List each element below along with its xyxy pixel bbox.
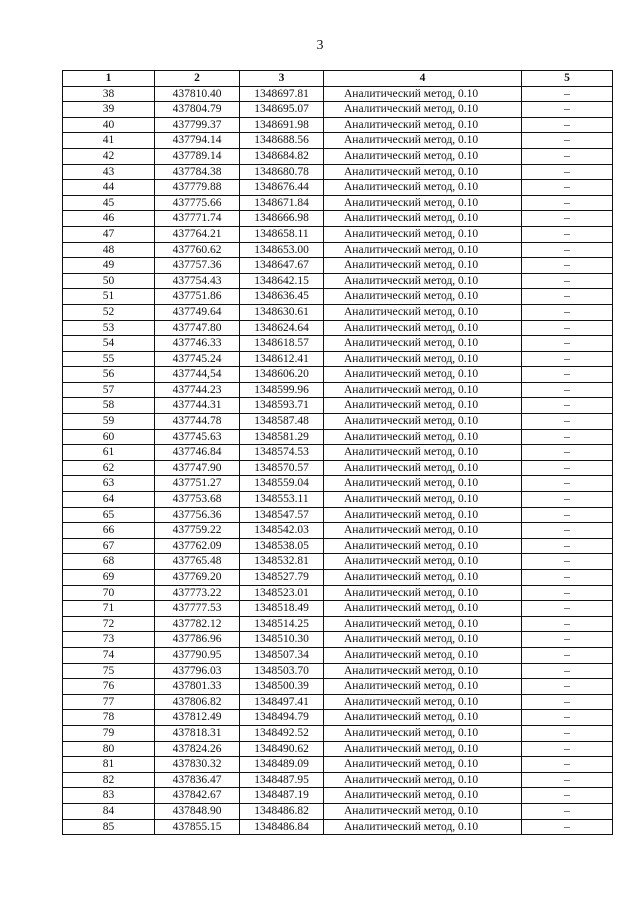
method-cell: Аналитический метод, 0.10 (324, 180, 522, 196)
point-number-cell: 83 (63, 788, 155, 804)
note-cell: – (522, 320, 613, 336)
point-number-cell: 75 (63, 663, 155, 679)
method-cell: Аналитический метод, 0.10 (324, 429, 522, 445)
note-cell: – (522, 663, 613, 679)
table-row (63, 476, 613, 492)
x-coordinate-cell: 437796.03 (155, 663, 240, 679)
table-row (63, 585, 613, 601)
table-row (63, 445, 613, 461)
note-cell: – (522, 647, 613, 663)
method-cell: Аналитический метод, 0.10 (324, 117, 522, 133)
x-coordinate-cell: 437818.31 (155, 725, 240, 741)
table-row (63, 492, 613, 508)
note-cell: – (522, 429, 613, 445)
point-number-cell: 68 (63, 554, 155, 570)
note-cell: – (522, 507, 613, 523)
y-coordinate-cell: 1348624.64 (240, 320, 324, 336)
table-row (63, 289, 613, 305)
table-row (63, 757, 613, 773)
x-coordinate-cell: 437754.43 (155, 273, 240, 289)
point-number-cell: 55 (63, 351, 155, 367)
point-number-cell: 82 (63, 772, 155, 788)
y-coordinate-cell: 1348489.09 (240, 757, 324, 773)
method-cell: Аналитический метод, 0.10 (324, 679, 522, 695)
table-row (63, 710, 613, 726)
note-cell: – (522, 538, 613, 554)
table-row (63, 538, 613, 554)
note-cell: – (522, 211, 613, 227)
table-row (63, 616, 613, 632)
x-coordinate-cell: 437812.49 (155, 710, 240, 726)
y-coordinate-cell: 1348532.81 (240, 554, 324, 570)
y-coordinate-cell: 1348636.45 (240, 289, 324, 305)
note-cell: – (522, 148, 613, 164)
x-coordinate-cell: 437744,54 (155, 367, 240, 383)
point-number-cell: 78 (63, 710, 155, 726)
table-body (63, 86, 613, 835)
note-cell: – (522, 772, 613, 788)
table-row (63, 507, 613, 523)
x-coordinate-cell: 437769.20 (155, 570, 240, 586)
x-coordinate-cell: 437784.38 (155, 164, 240, 180)
method-cell: Аналитический метод, 0.10 (324, 289, 522, 305)
method-cell: Аналитический метод, 0.10 (324, 616, 522, 632)
method-cell: Аналитический метод, 0.10 (324, 195, 522, 211)
note-cell: – (522, 289, 613, 305)
y-coordinate-cell: 1348587.48 (240, 414, 324, 430)
y-coordinate-cell: 1348507.34 (240, 647, 324, 663)
point-number-cell: 56 (63, 367, 155, 383)
point-number-cell: 42 (63, 148, 155, 164)
y-coordinate-cell: 1348518.49 (240, 601, 324, 617)
y-coordinate-cell: 1348523.01 (240, 585, 324, 601)
method-cell: Аналитический метод, 0.10 (324, 570, 522, 586)
y-coordinate-cell: 1348676.44 (240, 180, 324, 196)
point-number-cell: 53 (63, 320, 155, 336)
method-cell: Аналитический метод, 0.10 (324, 320, 522, 336)
point-number-cell: 64 (63, 492, 155, 508)
point-number-cell: 79 (63, 725, 155, 741)
note-cell: – (522, 367, 613, 383)
x-coordinate-cell: 437789.14 (155, 148, 240, 164)
y-coordinate-cell: 1348653.00 (240, 242, 324, 258)
x-coordinate-cell: 437836.47 (155, 772, 240, 788)
x-coordinate-cell: 437751.86 (155, 289, 240, 305)
note-cell: – (522, 164, 613, 180)
x-coordinate-cell: 437806.82 (155, 694, 240, 710)
table-row (63, 304, 613, 320)
x-coordinate-cell: 437744.23 (155, 382, 240, 398)
x-coordinate-cell: 437744.78 (155, 414, 240, 430)
x-coordinate-cell: 437801.33 (155, 679, 240, 695)
point-number-cell: 54 (63, 336, 155, 352)
y-coordinate-cell: 1348697.81 (240, 86, 324, 102)
note-cell: – (522, 803, 613, 819)
column-header: 3 (240, 71, 324, 87)
x-coordinate-cell: 437848.90 (155, 803, 240, 819)
x-coordinate-cell: 437757.36 (155, 258, 240, 274)
note-cell: – (522, 679, 613, 695)
note-cell: – (522, 554, 613, 570)
note-cell: – (522, 476, 613, 492)
table-row (63, 226, 613, 242)
method-cell: Аналитический метод, 0.10 (324, 757, 522, 773)
note-cell: – (522, 86, 613, 102)
x-coordinate-cell: 437756.36 (155, 507, 240, 523)
point-number-cell: 41 (63, 133, 155, 149)
method-cell: Аналитический метод, 0.10 (324, 803, 522, 819)
x-coordinate-cell: 437777.53 (155, 601, 240, 617)
x-coordinate-cell: 437751.27 (155, 476, 240, 492)
method-cell: Аналитический метод, 0.10 (324, 242, 522, 258)
method-cell: Аналитический метод, 0.10 (324, 351, 522, 367)
point-number-cell: 70 (63, 585, 155, 601)
x-coordinate-cell: 437764.21 (155, 226, 240, 242)
table-row (63, 414, 613, 430)
y-coordinate-cell: 1348630.61 (240, 304, 324, 320)
table-row (63, 367, 613, 383)
x-coordinate-cell: 437747.90 (155, 460, 240, 476)
table-row (63, 320, 613, 336)
column-header: 5 (522, 71, 613, 87)
y-coordinate-cell: 1348574.53 (240, 445, 324, 461)
note-cell: – (522, 757, 613, 773)
point-number-cell: 38 (63, 86, 155, 102)
point-number-cell: 62 (63, 460, 155, 476)
table-row (63, 258, 613, 274)
point-number-cell: 48 (63, 242, 155, 258)
y-coordinate-cell: 1348510.30 (240, 632, 324, 648)
method-cell: Аналитический метод, 0.10 (324, 211, 522, 227)
point-number-cell: 67 (63, 538, 155, 554)
point-number-cell: 76 (63, 679, 155, 695)
point-number-cell: 46 (63, 211, 155, 227)
column-header: 1 (63, 71, 155, 87)
table-row (63, 788, 613, 804)
table-row (63, 102, 613, 118)
table-header-row (63, 71, 613, 87)
method-cell: Аналитический метод, 0.10 (324, 148, 522, 164)
y-coordinate-cell: 1348647.67 (240, 258, 324, 274)
table-row (63, 398, 613, 414)
x-coordinate-cell: 437855.15 (155, 819, 240, 835)
point-number-cell: 50 (63, 273, 155, 289)
column-header: 4 (324, 71, 522, 87)
point-number-cell: 71 (63, 601, 155, 617)
y-coordinate-cell: 1348618.57 (240, 336, 324, 352)
table-row (63, 117, 613, 133)
note-cell: – (522, 492, 613, 508)
x-coordinate-cell: 437824.26 (155, 741, 240, 757)
method-cell: Аналитический метод, 0.10 (324, 788, 522, 804)
y-coordinate-cell: 1348538.05 (240, 538, 324, 554)
table-row (63, 570, 613, 586)
method-cell: Аналитический метод, 0.10 (324, 601, 522, 617)
point-number-cell: 51 (63, 289, 155, 305)
y-coordinate-cell: 1348527.79 (240, 570, 324, 586)
method-cell: Аналитический метод, 0.10 (324, 772, 522, 788)
note-cell: – (522, 601, 613, 617)
table-row (63, 242, 613, 258)
table-row (63, 741, 613, 757)
point-number-cell: 40 (63, 117, 155, 133)
y-coordinate-cell: 1348599.96 (240, 382, 324, 398)
x-coordinate-cell: 437759.22 (155, 523, 240, 539)
point-number-cell: 49 (63, 258, 155, 274)
note-cell: – (522, 226, 613, 242)
x-coordinate-cell: 437745.24 (155, 351, 240, 367)
note-cell: – (522, 788, 613, 804)
point-number-cell: 81 (63, 757, 155, 773)
note-cell: – (522, 117, 613, 133)
method-cell: Аналитический метод, 0.10 (324, 414, 522, 430)
note-cell: – (522, 414, 613, 430)
point-number-cell: 58 (63, 398, 155, 414)
x-coordinate-cell: 437786.96 (155, 632, 240, 648)
y-coordinate-cell: 1348492.52 (240, 725, 324, 741)
y-coordinate-cell: 1348486.82 (240, 803, 324, 819)
table-row (63, 554, 613, 570)
point-number-cell: 44 (63, 180, 155, 196)
note-cell: – (522, 102, 613, 118)
point-number-cell: 57 (63, 382, 155, 398)
method-cell: Аналитический метод, 0.10 (324, 226, 522, 242)
table-row (63, 803, 613, 819)
table-row (63, 694, 613, 710)
x-coordinate-cell: 437804.79 (155, 102, 240, 118)
x-coordinate-cell: 437773.22 (155, 585, 240, 601)
point-number-cell: 43 (63, 164, 155, 180)
note-cell: – (522, 336, 613, 352)
table-row (63, 382, 613, 398)
point-number-cell: 73 (63, 632, 155, 648)
point-number-cell: 72 (63, 616, 155, 632)
method-cell: Аналитический метод, 0.10 (324, 86, 522, 102)
method-cell: Аналитический метод, 0.10 (324, 445, 522, 461)
x-coordinate-cell: 437744.31 (155, 398, 240, 414)
coordinates-table (62, 70, 613, 835)
x-coordinate-cell: 437782.12 (155, 616, 240, 632)
table-row (63, 211, 613, 227)
method-cell: Аналитический метод, 0.10 (324, 258, 522, 274)
method-cell: Аналитический метод, 0.10 (324, 741, 522, 757)
table-row (63, 460, 613, 476)
y-coordinate-cell: 1348497.41 (240, 694, 324, 710)
point-number-cell: 66 (63, 523, 155, 539)
note-cell: – (522, 741, 613, 757)
x-coordinate-cell: 437830.32 (155, 757, 240, 773)
point-number-cell: 60 (63, 429, 155, 445)
point-number-cell: 69 (63, 570, 155, 586)
point-number-cell: 63 (63, 476, 155, 492)
table-row (63, 663, 613, 679)
y-coordinate-cell: 1348486.84 (240, 819, 324, 835)
table-row (63, 180, 613, 196)
x-coordinate-cell: 437747.80 (155, 320, 240, 336)
note-cell: – (522, 523, 613, 539)
method-cell: Аналитический метод, 0.10 (324, 647, 522, 663)
y-coordinate-cell: 1348559.04 (240, 476, 324, 492)
note-cell: – (522, 258, 613, 274)
y-coordinate-cell: 1348581.29 (240, 429, 324, 445)
method-cell: Аналитический метод, 0.10 (324, 585, 522, 601)
table-row (63, 523, 613, 539)
point-number-cell: 45 (63, 195, 155, 211)
x-coordinate-cell: 437760.62 (155, 242, 240, 258)
point-number-cell: 77 (63, 694, 155, 710)
note-cell: – (522, 694, 613, 710)
point-number-cell: 74 (63, 647, 155, 663)
x-coordinate-cell: 437746.33 (155, 336, 240, 352)
y-coordinate-cell: 1348553.11 (240, 492, 324, 508)
method-cell: Аналитический метод, 0.10 (324, 273, 522, 289)
x-coordinate-cell: 437746.84 (155, 445, 240, 461)
point-number-cell: 52 (63, 304, 155, 320)
method-cell: Аналитический метод, 0.10 (324, 663, 522, 679)
method-cell: Аналитический метод, 0.10 (324, 476, 522, 492)
method-cell: Аналитический метод, 0.10 (324, 164, 522, 180)
x-coordinate-cell: 437799.37 (155, 117, 240, 133)
method-cell: Аналитический метод, 0.10 (324, 460, 522, 476)
table-row (63, 164, 613, 180)
x-coordinate-cell: 437753.68 (155, 492, 240, 508)
note-cell: – (522, 632, 613, 648)
point-number-cell: 80 (63, 741, 155, 757)
method-cell: Аналитический метод, 0.10 (324, 382, 522, 398)
y-coordinate-cell: 1348593.71 (240, 398, 324, 414)
note-cell: – (522, 304, 613, 320)
x-coordinate-cell: 437775.66 (155, 195, 240, 211)
note-cell: – (522, 725, 613, 741)
note-cell: – (522, 570, 613, 586)
y-coordinate-cell: 1348658.11 (240, 226, 324, 242)
table-row (63, 819, 613, 835)
table-row (63, 195, 613, 211)
y-coordinate-cell: 1348500.39 (240, 679, 324, 695)
y-coordinate-cell: 1348688.56 (240, 133, 324, 149)
method-cell: Аналитический метод, 0.10 (324, 304, 522, 320)
method-cell: Аналитический метод, 0.10 (324, 538, 522, 554)
table-row (63, 148, 613, 164)
table-row (63, 725, 613, 741)
point-number-cell: 84 (63, 803, 155, 819)
y-coordinate-cell: 1348695.07 (240, 102, 324, 118)
method-cell: Аналитический метод, 0.10 (324, 632, 522, 648)
x-coordinate-cell: 437779.88 (155, 180, 240, 196)
note-cell: – (522, 445, 613, 461)
method-cell: Аналитический метод, 0.10 (324, 367, 522, 383)
point-number-cell: 59 (63, 414, 155, 430)
table-row (63, 336, 613, 352)
point-number-cell: 61 (63, 445, 155, 461)
method-cell: Аналитический метод, 0.10 (324, 694, 522, 710)
x-coordinate-cell: 437794.14 (155, 133, 240, 149)
point-number-cell: 65 (63, 507, 155, 523)
method-cell: Аналитический метод, 0.10 (324, 133, 522, 149)
x-coordinate-cell: 437765.48 (155, 554, 240, 570)
method-cell: Аналитический метод, 0.10 (324, 554, 522, 570)
note-cell: – (522, 616, 613, 632)
note-cell: – (522, 351, 613, 367)
y-coordinate-cell: 1348514.25 (240, 616, 324, 632)
y-coordinate-cell: 1348671.84 (240, 195, 324, 211)
y-coordinate-cell: 1348487.95 (240, 772, 324, 788)
y-coordinate-cell: 1348612.41 (240, 351, 324, 367)
method-cell: Аналитический метод, 0.10 (324, 710, 522, 726)
method-cell: Аналитический метод, 0.10 (324, 819, 522, 835)
y-coordinate-cell: 1348570.57 (240, 460, 324, 476)
y-coordinate-cell: 1348547.57 (240, 507, 324, 523)
note-cell: – (522, 710, 613, 726)
table-row (63, 351, 613, 367)
table-row (63, 679, 613, 695)
table-row (63, 273, 613, 289)
y-coordinate-cell: 1348642.15 (240, 273, 324, 289)
x-coordinate-cell: 437810.40 (155, 86, 240, 102)
method-cell: Аналитический метод, 0.10 (324, 336, 522, 352)
note-cell: – (522, 273, 613, 289)
note-cell: – (522, 195, 613, 211)
note-cell: – (522, 398, 613, 414)
note-cell: – (522, 242, 613, 258)
y-coordinate-cell: 1348490.62 (240, 741, 324, 757)
y-coordinate-cell: 1348606.20 (240, 367, 324, 383)
method-cell: Аналитический метод, 0.10 (324, 398, 522, 414)
x-coordinate-cell: 437842.67 (155, 788, 240, 804)
point-number-cell: 39 (63, 102, 155, 118)
note-cell: – (522, 133, 613, 149)
x-coordinate-cell: 437790.95 (155, 647, 240, 663)
method-cell: Аналитический метод, 0.10 (324, 523, 522, 539)
note-cell: – (522, 819, 613, 835)
note-cell: – (522, 585, 613, 601)
y-coordinate-cell: 1348666.98 (240, 211, 324, 227)
method-cell: Аналитический метод, 0.10 (324, 492, 522, 508)
column-header: 2 (155, 71, 240, 87)
x-coordinate-cell: 437749.64 (155, 304, 240, 320)
table-row (63, 429, 613, 445)
method-cell: Аналитический метод, 0.10 (324, 507, 522, 523)
y-coordinate-cell: 1348680.78 (240, 164, 324, 180)
y-coordinate-cell: 1348487.19 (240, 788, 324, 804)
table-row (63, 772, 613, 788)
table-row (63, 601, 613, 617)
table-row (63, 632, 613, 648)
y-coordinate-cell: 1348684.82 (240, 148, 324, 164)
x-coordinate-cell: 437745.63 (155, 429, 240, 445)
table-row (63, 647, 613, 663)
y-coordinate-cell: 1348542.03 (240, 523, 324, 539)
y-coordinate-cell: 1348503.70 (240, 663, 324, 679)
note-cell: – (522, 180, 613, 196)
note-cell: – (522, 460, 613, 476)
page-number: 3 (316, 38, 324, 53)
x-coordinate-cell: 437771.74 (155, 211, 240, 227)
note-cell: – (522, 382, 613, 398)
point-number-cell: 85 (63, 819, 155, 835)
table-row (63, 86, 613, 102)
method-cell: Аналитический метод, 0.10 (324, 725, 522, 741)
table-row (63, 133, 613, 149)
x-coordinate-cell: 437762.09 (155, 538, 240, 554)
y-coordinate-cell: 1348691.98 (240, 117, 324, 133)
method-cell: Аналитический метод, 0.10 (324, 102, 522, 118)
point-number-cell: 47 (63, 226, 155, 242)
y-coordinate-cell: 1348494.79 (240, 710, 324, 726)
